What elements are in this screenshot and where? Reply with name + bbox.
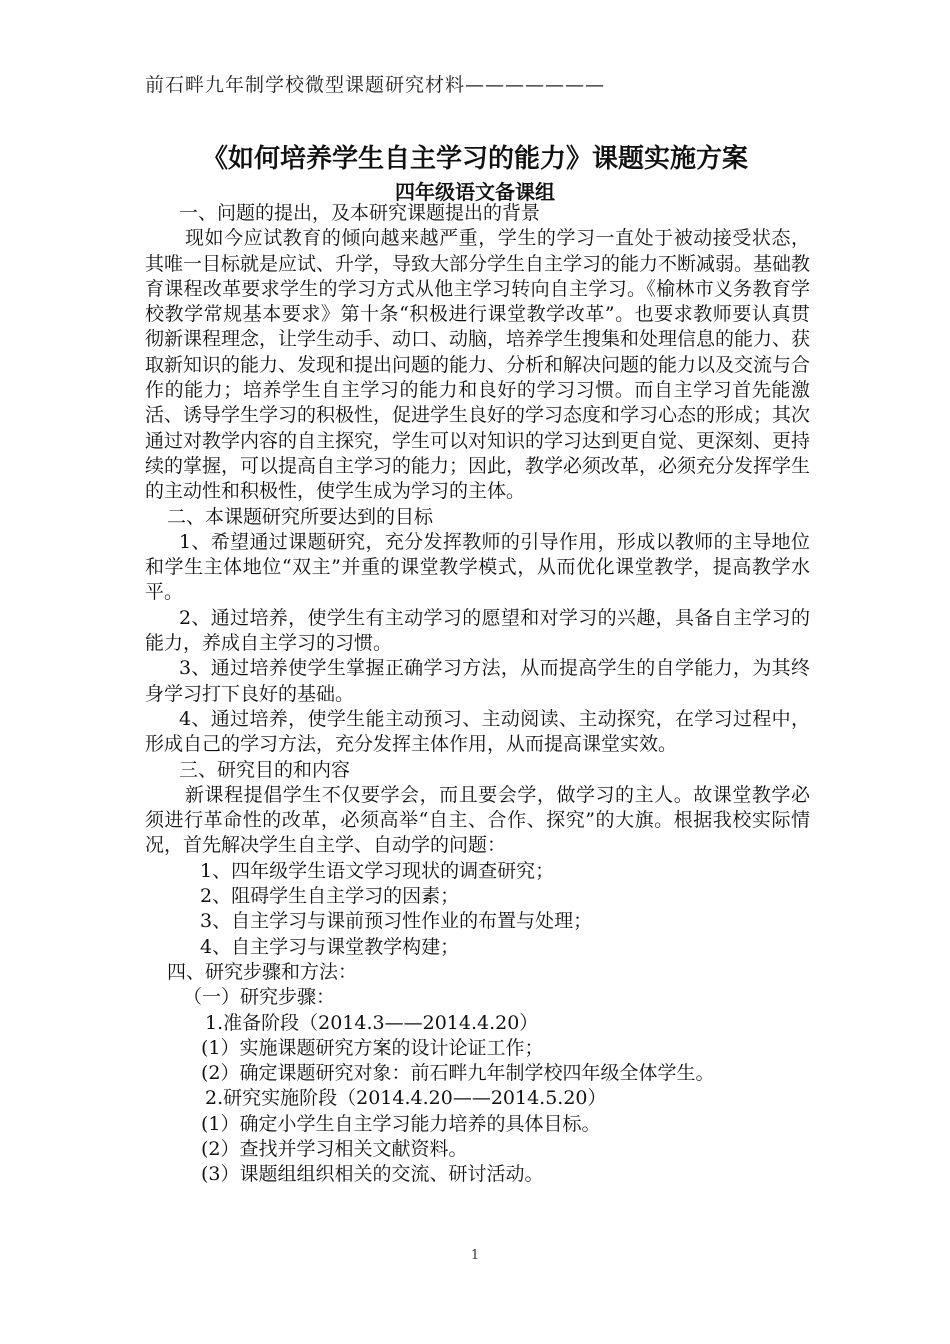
page-number: 1 [470,1248,480,1263]
running-header: 前石畔九年制学校微型课题研究材料——————— [145,74,606,96]
section-3-heading: 三、研究目的和内容 [179,758,351,781]
section-1-paragraph: 现如今应试教育的倾向越来越严重，学生的学习一直处于被动接受状态，其唯一目标就是应试、升学，导致大部分学生自主学习的能力不断减弱。基础教育课程改革要求学生的学习方式从他主学习转向自主学习。《榆林市义务教育学校教学常规基本要求》第十条“积极进行课堂教学改革”。也要求教师要认真贯彻新课程理念，让学生动手、动口、动脑，培养学生搜集和处理信息的能力、获取新知识的能力、发现和提出问题的能力、分析和解决问题的能力以及交流与合作的能力；培养学生自主学习的能力和良好的学习习惯。而自主学习首先能激活、诱导学生学习的积极性，促进学生良好的学习态度和学习心态的形成；其次通过对教学内容的自主探究，学生可以对知识的学习达到更自觉、更深刻、更持续的掌握，可以提高自主学习的能力；因此，教学必须改革，必须充分发挥学生的主动性和积极性，使学生成为学习的主体。 [145,227,811,503]
document-subtitle: 四年级语文备课组 [395,180,555,204]
goal-item: 1、希望通过课题研究，充分发挥教师的引导作用，形成以教师的主导地位和学生主体地位“双主”并重的课堂教学模式，从而优化课堂教学，提高教学水平。 [145,530,810,604]
section-3-paragraph: 新课程提倡学生不仅要学会，而且要会学，做学习的主人。故课堂教学必须进行革命性的改革，必须高举“自主、合作、探究”的大旗。根据我校实际情况，首先解决学生自主学、自动学的问题： [145,783,810,857]
content-item: 3、自主学习与课前预习性作业的布置与处理； [200,910,593,933]
stage-item: (1）实施课题研究方案的设计论证工作； [201,1036,544,1059]
goal-item: 4、通过培养，使学生能主动预习、主动阅读、主动探究，在学习过程中，形成自己的学习方法，充分发挥主体作用，从而提高课堂实效。 [145,707,810,756]
stage-item: (2）确定课题研究对象：前石畔九年制学校四年级全体学生。 [201,1062,715,1085]
section-2-heading: 二、本课题研究所要达到的目标 [167,505,434,528]
section-1-heading: 一、问题的提出，及本研究课题提出的背景 [179,202,541,224]
content-item: 2、阻碍学生自主学习的因素； [200,885,460,908]
stage-1-title: 1.准备阶段（2014.3——2014.4.20） [205,1011,539,1034]
content-item: 1、四年级学生语文学习现状的调查研究； [200,859,555,882]
document-title: 《如何培养学生自主学习的能力》课题实施方案 [201,144,748,174]
stage-item: (3）课题组组织相关的交流、研讨活动。 [201,1163,544,1186]
content-item: 4、自主学习与课堂教学构建； [200,935,460,958]
document-body [145,201,810,1188]
goal-item: 2、通过培养，使学生有主动学习的愿望和对学习的兴趣，具备自主学习的能力，养成自主学习的习惯。 [145,606,810,655]
goal-item: 3、通过培养使学生掌握正确学习方法，从而提高学生的自学能力，为其终身学习打下良好的基础。 [145,657,810,705]
stage-item: (1）确定小学生自主学习能力培养的具体目标。 [201,1112,601,1135]
stage-2-title: 2.研究实施阶段（2014.4.20——2014.5.20） [205,1087,607,1110]
section-4-subheading: （一）研究步骤： [183,986,336,1009]
section-4-heading: 四、研究步骤和方法： [167,960,358,983]
stage-item: (2）查找并学习相关文献资料。 [201,1137,468,1160]
